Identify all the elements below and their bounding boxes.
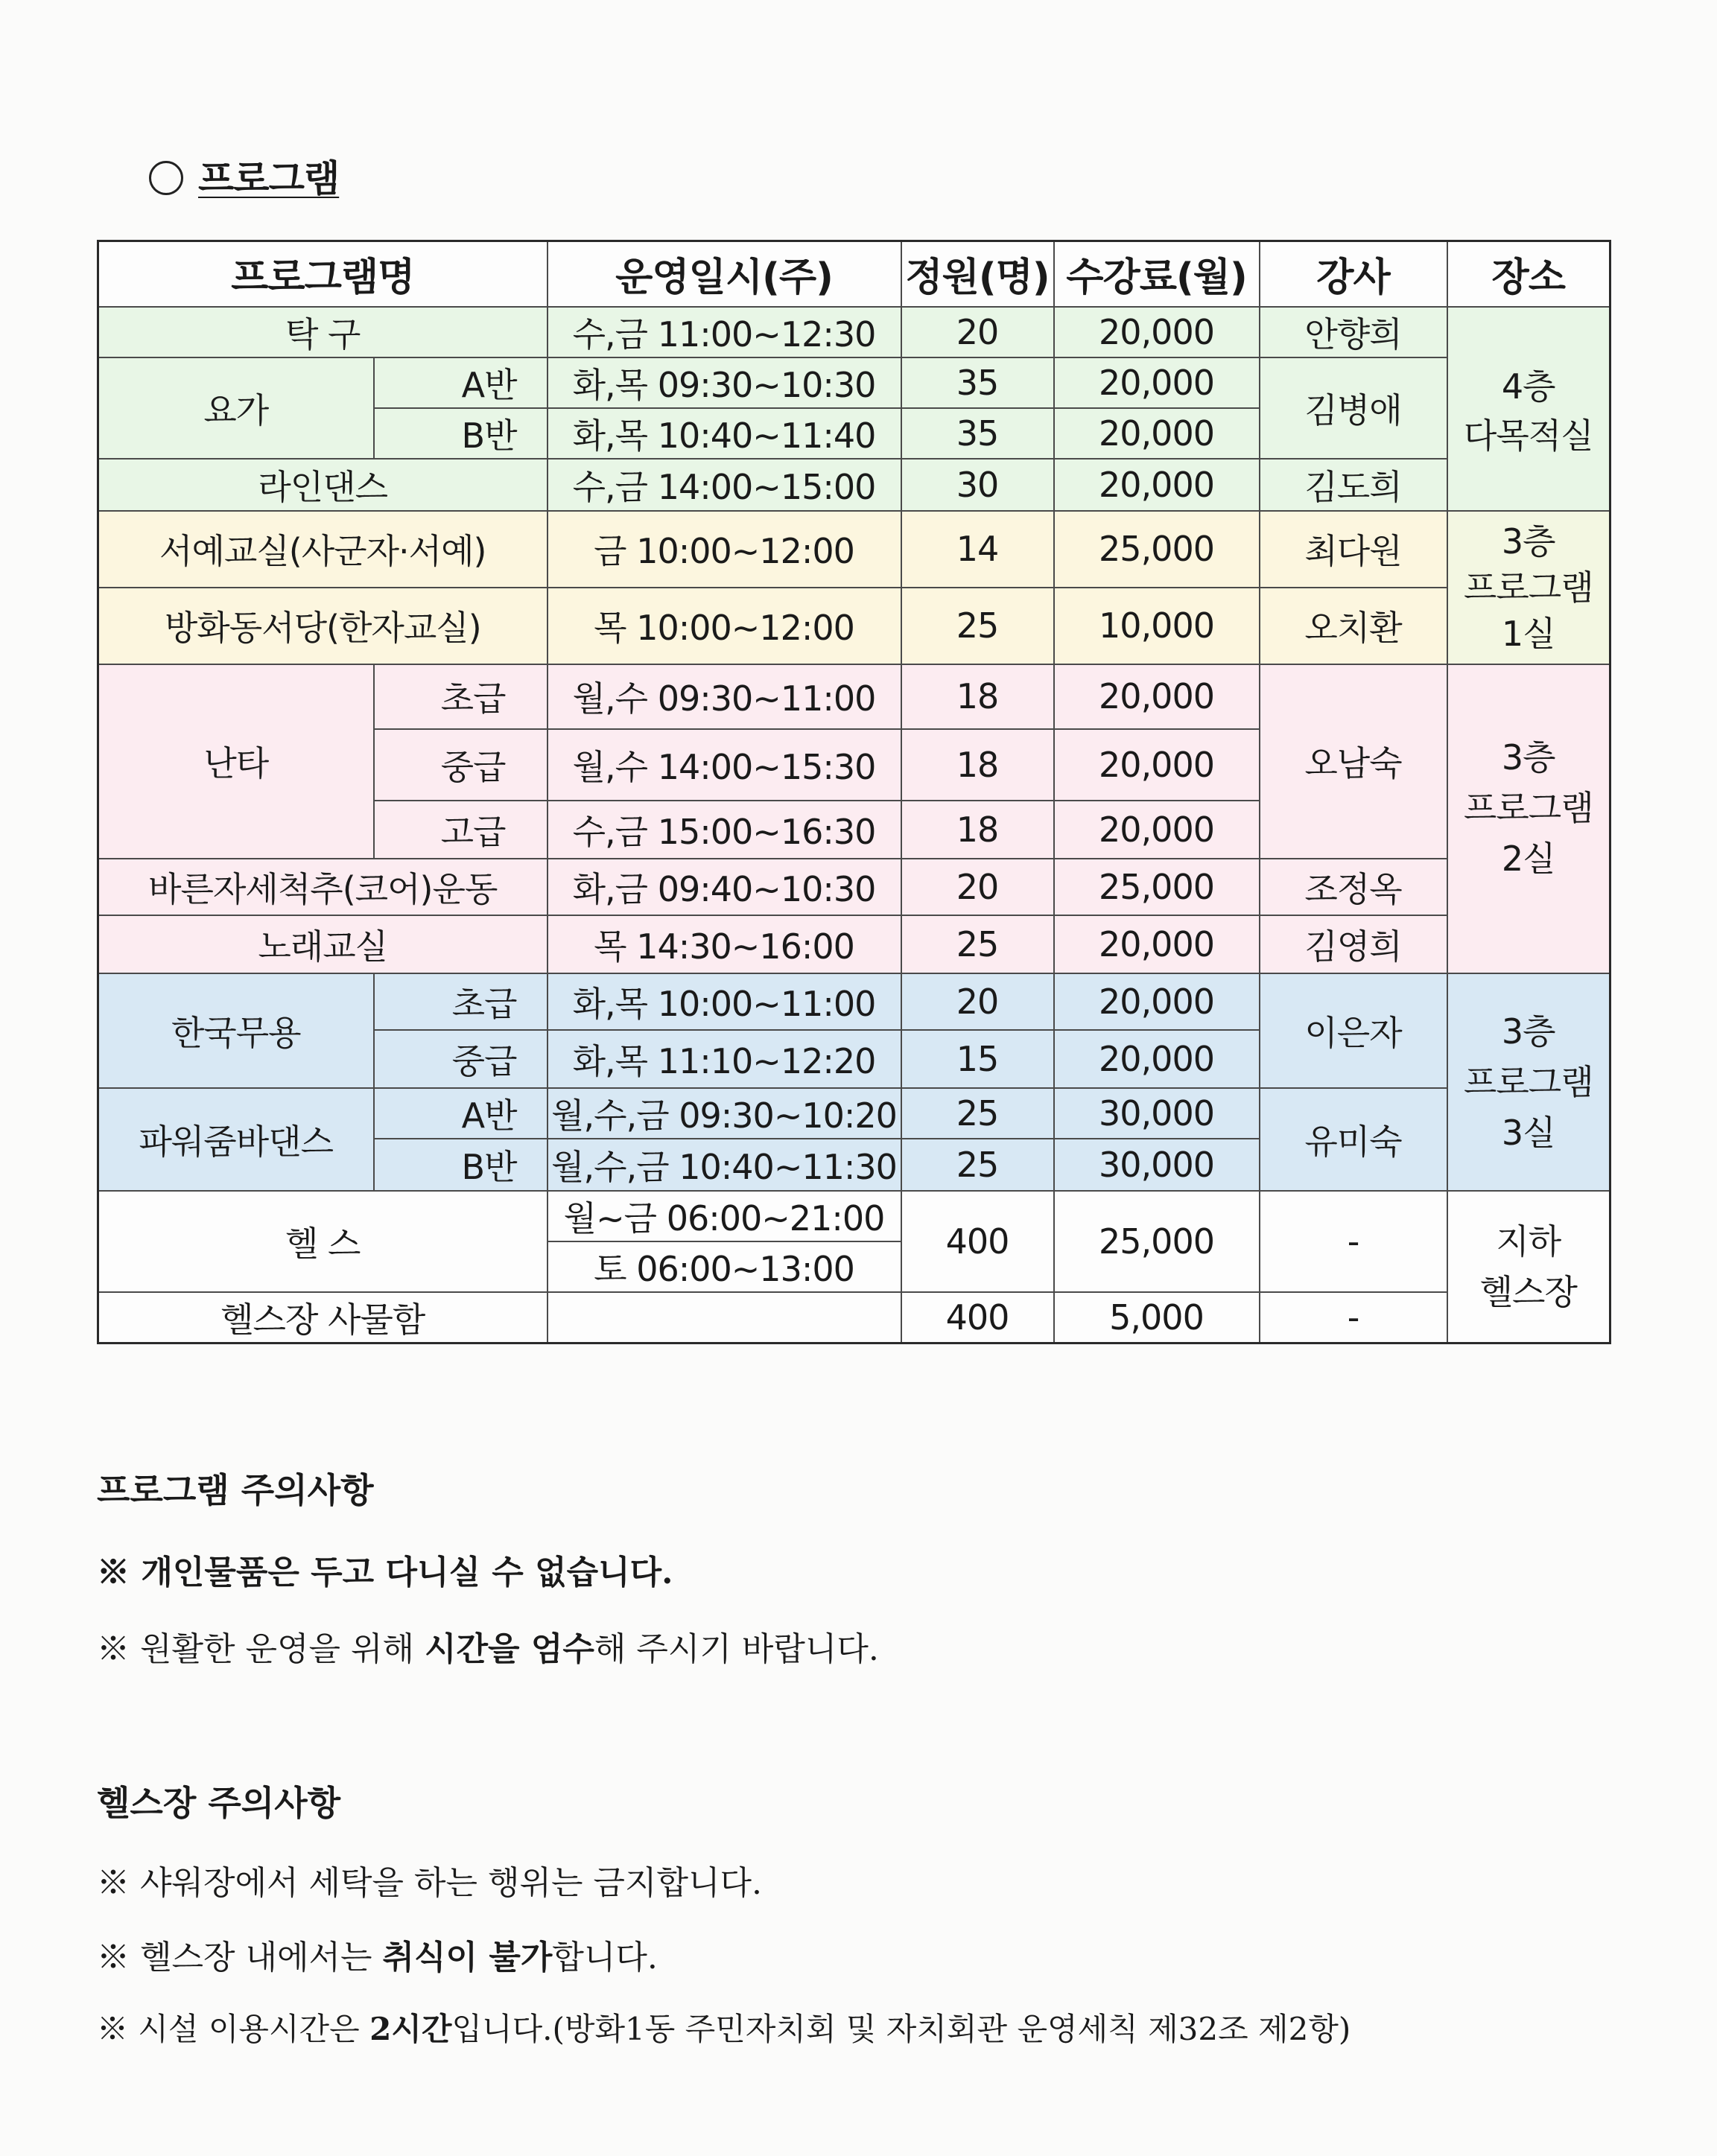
table-row — [98, 307, 1610, 357]
capacity: 25 — [901, 1088, 1054, 1139]
program-name: 헬 스 — [98, 1191, 548, 1292]
table-row — [98, 973, 1610, 1030]
program-sub: A반 — [374, 357, 548, 408]
program-sub: B반 — [374, 408, 548, 459]
gym-note: ※ 샤워장에서 세탁을 하는 행위는 금지합니다. — [97, 1864, 762, 1902]
schedule: 월,수,금 10:40~11:30 — [548, 1139, 901, 1191]
program-name: 서예교실(사군자·서예) — [98, 511, 548, 588]
capacity: 18 — [901, 729, 1054, 801]
schedule: 화,목 11:10~12:20 — [548, 1030, 901, 1088]
program-sub: 중급 — [374, 1030, 548, 1088]
fee: 20,000 — [1054, 459, 1260, 511]
capacity: 35 — [901, 408, 1054, 459]
teacher: 최다원 — [1260, 511, 1447, 588]
schedule: 목 14:30~16:00 — [548, 915, 901, 973]
program-sub: 중급 — [374, 729, 548, 801]
fee: 25,000 — [1054, 511, 1260, 588]
schedule: 화,목 10:40~11:40 — [548, 408, 901, 459]
capacity: 18 — [901, 664, 1054, 729]
schedule — [548, 1292, 901, 1343]
table-row — [98, 357, 1610, 408]
schedule: 화,목 09:30~10:30 — [548, 357, 901, 408]
schedule: 토 06:00~13:00 — [548, 1241, 901, 1292]
schedule: 월~금 06:00~21:00 — [548, 1191, 901, 1241]
capacity: 20 — [901, 859, 1054, 915]
table-row — [98, 859, 1610, 915]
schedule: 수,금 15:00~16:30 — [548, 801, 901, 859]
table-row — [98, 511, 1610, 588]
fee: 30,000 — [1054, 1088, 1260, 1139]
fee: 20,000 — [1054, 1030, 1260, 1088]
table-row — [98, 1191, 1610, 1241]
teacher: - — [1260, 1292, 1447, 1343]
program-sub: A반 — [374, 1088, 548, 1139]
teacher: 안향희 — [1260, 307, 1447, 357]
header-name: 프로그램명 — [98, 241, 548, 307]
program-notes-title: 프로그램 주의사항 — [97, 1470, 374, 1510]
schedule: 수,금 11:00~12:30 — [548, 307, 901, 357]
place-cell: 3층 프로그램 2실 — [1447, 664, 1610, 973]
gym-notes-title: 헬스장 주의사항 — [97, 1783, 341, 1823]
program-table — [97, 240, 1611, 1344]
schedule: 수,금 14:00~15:00 — [548, 459, 901, 511]
header-place: 장소 — [1447, 241, 1610, 307]
header-teacher: 강사 — [1260, 241, 1447, 307]
fee: 20,000 — [1054, 801, 1260, 859]
header-schedule: 운영일시(주) — [548, 241, 901, 307]
schedule: 금 10:00~12:00 — [548, 511, 901, 588]
header-fee: 수강료(월) — [1054, 241, 1260, 307]
table-row — [98, 1088, 1610, 1139]
place-cell: 3층 프로그램 1실 — [1447, 511, 1610, 664]
schedule: 화,목 10:00~11:00 — [548, 973, 901, 1030]
program-name: 난타 — [98, 664, 374, 859]
program-name: 헬스장 사물함 — [98, 1292, 548, 1343]
schedule: 월,수,금 09:30~10:20 — [548, 1088, 901, 1139]
capacity: 14 — [901, 511, 1054, 588]
program-note: ※ 원활한 운영을 위해 시간을 엄수해 주시기 바랍니다. — [97, 1630, 879, 1668]
program-name: 한국무용 — [98, 973, 374, 1088]
table-row — [98, 1292, 1610, 1343]
teacher: 김영희 — [1260, 915, 1447, 973]
program-name: 방화동서당(한자교실) — [98, 588, 548, 664]
table-row — [98, 664, 1610, 729]
fee: 25,000 — [1054, 859, 1260, 915]
fee: 30,000 — [1054, 1139, 1260, 1191]
program-name: 파워줌바댄스 — [98, 1088, 374, 1191]
schedule: 목 10:00~12:00 — [548, 588, 901, 664]
header-row — [98, 241, 1610, 307]
capacity: 30 — [901, 459, 1054, 511]
program-name: 라인댄스 — [98, 459, 548, 511]
teacher: 김병애 — [1260, 357, 1447, 459]
capacity: 400 — [901, 1191, 1054, 1292]
teacher: 유미숙 — [1260, 1088, 1447, 1191]
capacity: 15 — [901, 1030, 1054, 1088]
place-cell: 3층 프로그램 3실 — [1447, 973, 1610, 1191]
teacher: 조정옥 — [1260, 859, 1447, 915]
program-name: 탁 구 — [98, 307, 548, 357]
teacher: - — [1260, 1191, 1447, 1292]
teacher: 오치환 — [1260, 588, 1447, 664]
capacity: 20 — [901, 307, 1054, 357]
program-name: 노래교실 — [98, 915, 548, 973]
circle-bullet-icon — [149, 161, 183, 195]
fee: 20,000 — [1054, 729, 1260, 801]
capacity: 25 — [901, 1139, 1054, 1191]
program-sub: 초급 — [374, 973, 548, 1030]
fee: 20,000 — [1054, 664, 1260, 729]
schedule: 월,수 14:00~15:30 — [548, 729, 901, 801]
program-name: 요가 — [98, 357, 374, 459]
section-title: 프로그램 — [149, 149, 339, 203]
program-sub: B반 — [374, 1139, 548, 1191]
table-row — [98, 915, 1610, 973]
capacity: 400 — [901, 1292, 1054, 1343]
capacity: 20 — [901, 973, 1054, 1030]
gym-note: ※ 헬스장 내에서는 취식이 불가합니다. — [97, 1939, 658, 1977]
place-cell: 지하 헬스장 — [1447, 1191, 1610, 1343]
teacher: 김도희 — [1260, 459, 1447, 511]
program-sub: 고급 — [374, 801, 548, 859]
fee: 5,000 — [1054, 1292, 1260, 1343]
capacity: 25 — [901, 915, 1054, 973]
teacher: 이은자 — [1260, 973, 1447, 1088]
table-row — [98, 459, 1610, 511]
program-note: ※ 개인물품은 두고 다니실 수 없습니다. — [97, 1554, 673, 1591]
capacity: 35 — [901, 357, 1054, 408]
schedule: 화,금 09:40~10:30 — [548, 859, 901, 915]
fee: 20,000 — [1054, 973, 1260, 1030]
schedule: 월,수 09:30~11:00 — [548, 664, 901, 729]
teacher: 오남숙 — [1260, 664, 1447, 859]
program-name: 바른자세척추(코어)운동 — [98, 859, 548, 915]
fee: 20,000 — [1054, 357, 1260, 408]
fee: 20,000 — [1054, 915, 1260, 973]
fee: 25,000 — [1054, 1191, 1260, 1292]
table-row — [98, 588, 1610, 664]
gym-note: ※ 시설 이용시간은 2시간입니다.(방화1동 주민자치회 및 자치회관 운영세칙 제32조 제2항) — [97, 2011, 1351, 2047]
fee: 10,000 — [1054, 588, 1260, 664]
header-capacity: 정원(명) — [901, 241, 1054, 307]
capacity: 25 — [901, 588, 1054, 664]
capacity: 18 — [901, 801, 1054, 859]
program-sub: 초급 — [374, 664, 548, 729]
fee: 20,000 — [1054, 408, 1260, 459]
fee: 20,000 — [1054, 307, 1260, 357]
place-cell: 4층 다목적실 — [1447, 307, 1610, 511]
